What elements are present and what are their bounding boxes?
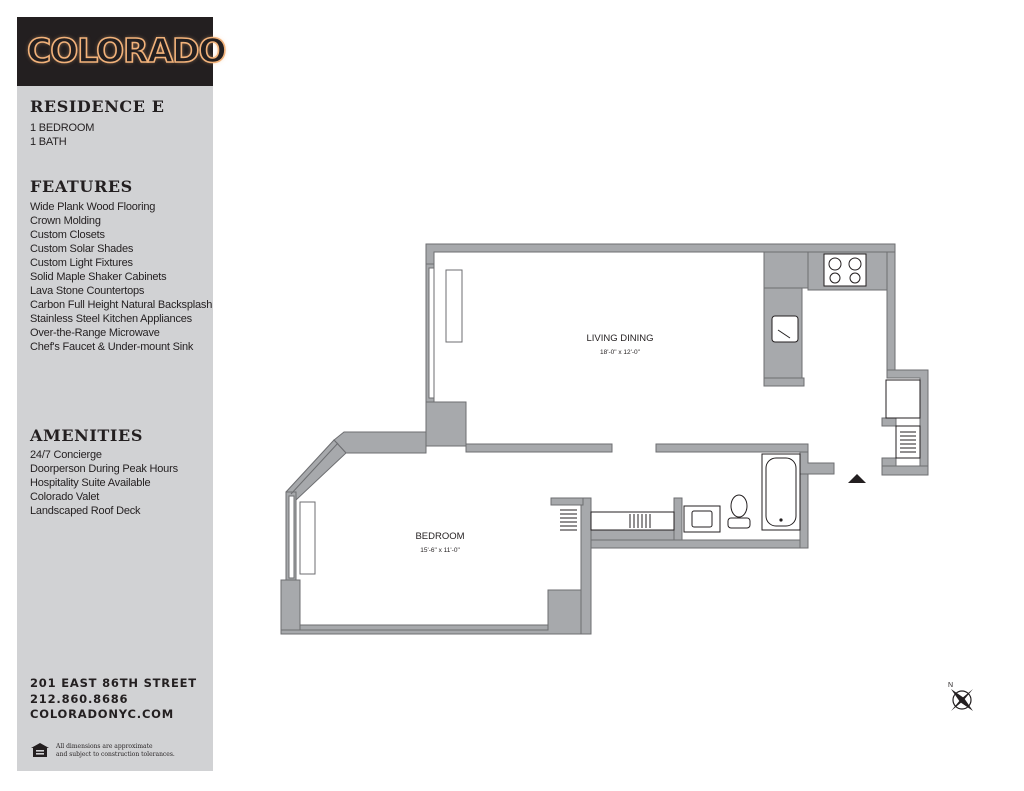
refrigerator	[886, 380, 920, 418]
amenities-heading: AMENITIES	[30, 426, 143, 445]
amenity-item: Landscaped Roof Deck	[30, 505, 141, 517]
kitchen-counter-top	[764, 252, 808, 288]
wall-bedroom-right	[581, 498, 591, 634]
amenity-item: 24/7 Concierge	[30, 449, 102, 461]
amenity-item: Hospitality Suite Available	[30, 477, 151, 489]
disclaimer-line: and subject to construction tolerances.	[56, 750, 175, 758]
wall-living-bedroom	[466, 444, 612, 452]
living-window	[429, 268, 434, 398]
sink-icon	[772, 316, 798, 342]
compass-icon	[948, 682, 973, 711]
bedroom-radiator	[300, 502, 315, 574]
feature-item: Carbon Full Height Natural Backsplash	[30, 299, 213, 311]
feature-item: Solid Maple Shaker Cabinets	[30, 271, 167, 283]
bay-window-line	[291, 443, 338, 494]
bedroom-window	[289, 496, 294, 578]
feature-item: Custom Closets	[30, 229, 105, 241]
bedroom-dimensions: 15'-6" x 11'-0"	[420, 547, 460, 554]
residence-title: RESIDENCE E	[30, 97, 165, 116]
bedroom-label: BEDROOM	[415, 531, 465, 542]
bedroom-count: 1 BEDROOM	[30, 122, 95, 134]
bathtub-icon	[762, 454, 800, 530]
website-link[interactable]: COLORADONYC.COM	[30, 707, 174, 721]
wall-closet-top	[551, 498, 583, 505]
feature-item: Chef's Faucet & Under-mount Sink	[30, 341, 194, 353]
feature-item: Crown Molding	[30, 215, 101, 227]
entry-arrow-icon	[848, 474, 866, 483]
wall-bedroom-bottom-left	[281, 580, 548, 630]
closet-shelves-hall	[896, 426, 920, 458]
range-icon	[824, 254, 866, 286]
wall-living-bath	[656, 444, 808, 452]
phone: 212.860.8686	[30, 691, 129, 706]
kitchen-island-end	[764, 378, 804, 386]
bath-count: 1 BATH	[30, 136, 67, 148]
closet-shelves-bedroom	[560, 510, 577, 530]
wall-right	[887, 252, 895, 370]
living-room-dimensions: 18'-0" x 12'-0"	[600, 349, 640, 356]
feature-item: Stainless Steel Kitchen Appliances	[30, 313, 192, 325]
feature-item: Custom Light Fixtures	[30, 257, 133, 269]
amenity-item: Doorperson During Peak Hours	[30, 463, 178, 475]
closet-shelves-bath	[591, 512, 674, 530]
compass-north-label: N	[948, 682, 954, 689]
amenity-item: Colorado Valet	[30, 491, 100, 503]
wall-bath-right	[800, 474, 808, 548]
wall-closet-divider	[882, 418, 896, 426]
address: 201 EAST 86TH STREET	[30, 676, 197, 690]
toilet-icon	[728, 495, 750, 528]
living-radiator	[446, 270, 462, 342]
wall-bedroom-corner	[281, 580, 300, 630]
wall-bay-angle	[286, 440, 346, 500]
wall-bath-entry	[800, 452, 834, 474]
wall-bay-top	[334, 432, 426, 453]
wall-bath-bottom	[591, 540, 808, 548]
feature-item: Lava Stone Countertops	[30, 285, 145, 297]
living-room-label: LIVING DINING	[586, 333, 654, 344]
wall-bath-left	[674, 498, 682, 540]
column	[426, 402, 466, 446]
disclaimer-line: All dimensions are approximate	[56, 743, 153, 750]
feature-item: Over-the-Range Microwave	[30, 327, 160, 339]
feature-item: Wide Plank Wood Flooring	[30, 201, 156, 213]
wall-closet-sill	[882, 458, 896, 466]
vanity-sink-icon	[684, 506, 720, 532]
logo: COLORADO	[27, 31, 226, 70]
wall-closet-bottom	[882, 466, 928, 475]
features-heading: FEATURES	[30, 177, 133, 196]
feature-item: Custom Solar Shades	[30, 243, 134, 255]
